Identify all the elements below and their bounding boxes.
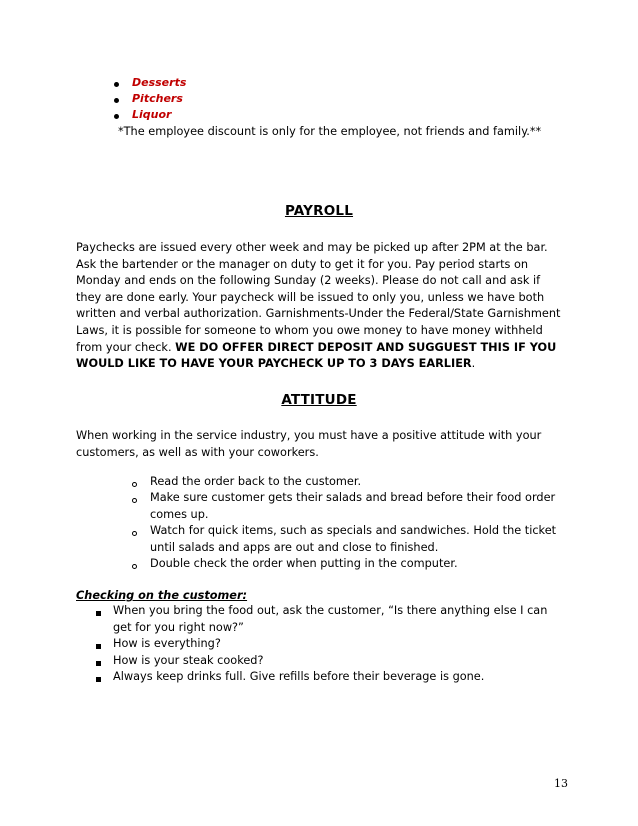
payroll-heading: PAYROLL bbox=[284, 203, 354, 219]
checking-item: How is everything? bbox=[113, 637, 221, 650]
bullet-icon bbox=[114, 82, 119, 87]
attitude-item: Make sure customer gets their salads and bread before their food order comes up. bbox=[150, 491, 556, 521]
square-bullet-icon bbox=[96, 644, 101, 649]
attitude-item: Double check the order when putting in the computer. bbox=[150, 557, 458, 570]
payroll-text: Paychecks are issued every other week and may be picked up after 2PM at the bar. Ask the bartender or the manager on duty to get it for you. Pay period starts on Monday and ends on the following Sunday (2 weeks). Please do not call and ask if they are done early. Your paycheck will be issued to only you, unless we have both written and verbal authorization. Garnishments-Under the Federal/State Garnishment Laws, it is possible for someone to whom you owe money to have money withheld from your check. bbox=[76, 241, 561, 354]
attitude-intro: When working in the service industry, you must have a positive attitude with your customers, as well as with your coworkers. bbox=[76, 429, 542, 459]
attitude-heading: ATTITUDE bbox=[281, 392, 357, 408]
attitude-item: Read the order back to the customer. bbox=[150, 475, 362, 488]
bullet-icon bbox=[114, 98, 119, 103]
list-item-pitchers: Pitchers bbox=[132, 92, 183, 105]
discount-note: *The employee discount is only for the employee, not friends and family.** bbox=[118, 125, 542, 138]
square-bullet-icon bbox=[96, 661, 101, 666]
attitude-item: Watch for quick items, such as specials and sandwiches. Hold the ticket until salads and apps are out and close to finished. bbox=[150, 524, 557, 554]
checking-item: When you bring the food out, ask the customer, “Is there anything else I can get for you right now?” bbox=[113, 604, 548, 634]
payroll-end: . bbox=[471, 357, 476, 371]
circle-bullet-icon bbox=[132, 482, 137, 487]
circle-bullet-icon bbox=[132, 531, 137, 536]
square-bullet-icon bbox=[96, 677, 101, 682]
checking-item: How is your steak cooked? bbox=[113, 654, 264, 667]
page-number: 13 bbox=[554, 777, 568, 790]
bullet-icon bbox=[114, 114, 119, 119]
list-item-desserts: Desserts bbox=[132, 76, 187, 89]
list-item-liquor: Liquor bbox=[132, 108, 172, 121]
circle-bullet-icon bbox=[132, 498, 137, 503]
checking-heading: Checking on the customer: bbox=[76, 589, 248, 602]
checking-item: Always keep drinks full. Give refills before their beverage is gone. bbox=[113, 670, 485, 683]
payroll-paragraph bbox=[76, 240, 566, 373]
circle-bullet-icon bbox=[132, 564, 137, 569]
square-bullet-icon bbox=[96, 611, 101, 616]
direct-deposit-notice: WE DO OFFER DIRECT DEPOSIT AND SUGGUEST THIS IF YOU WOULD LIKE TO HAVE YOUR PAYCHECK UP TO 3 DAYS EARLIER bbox=[76, 340, 557, 371]
